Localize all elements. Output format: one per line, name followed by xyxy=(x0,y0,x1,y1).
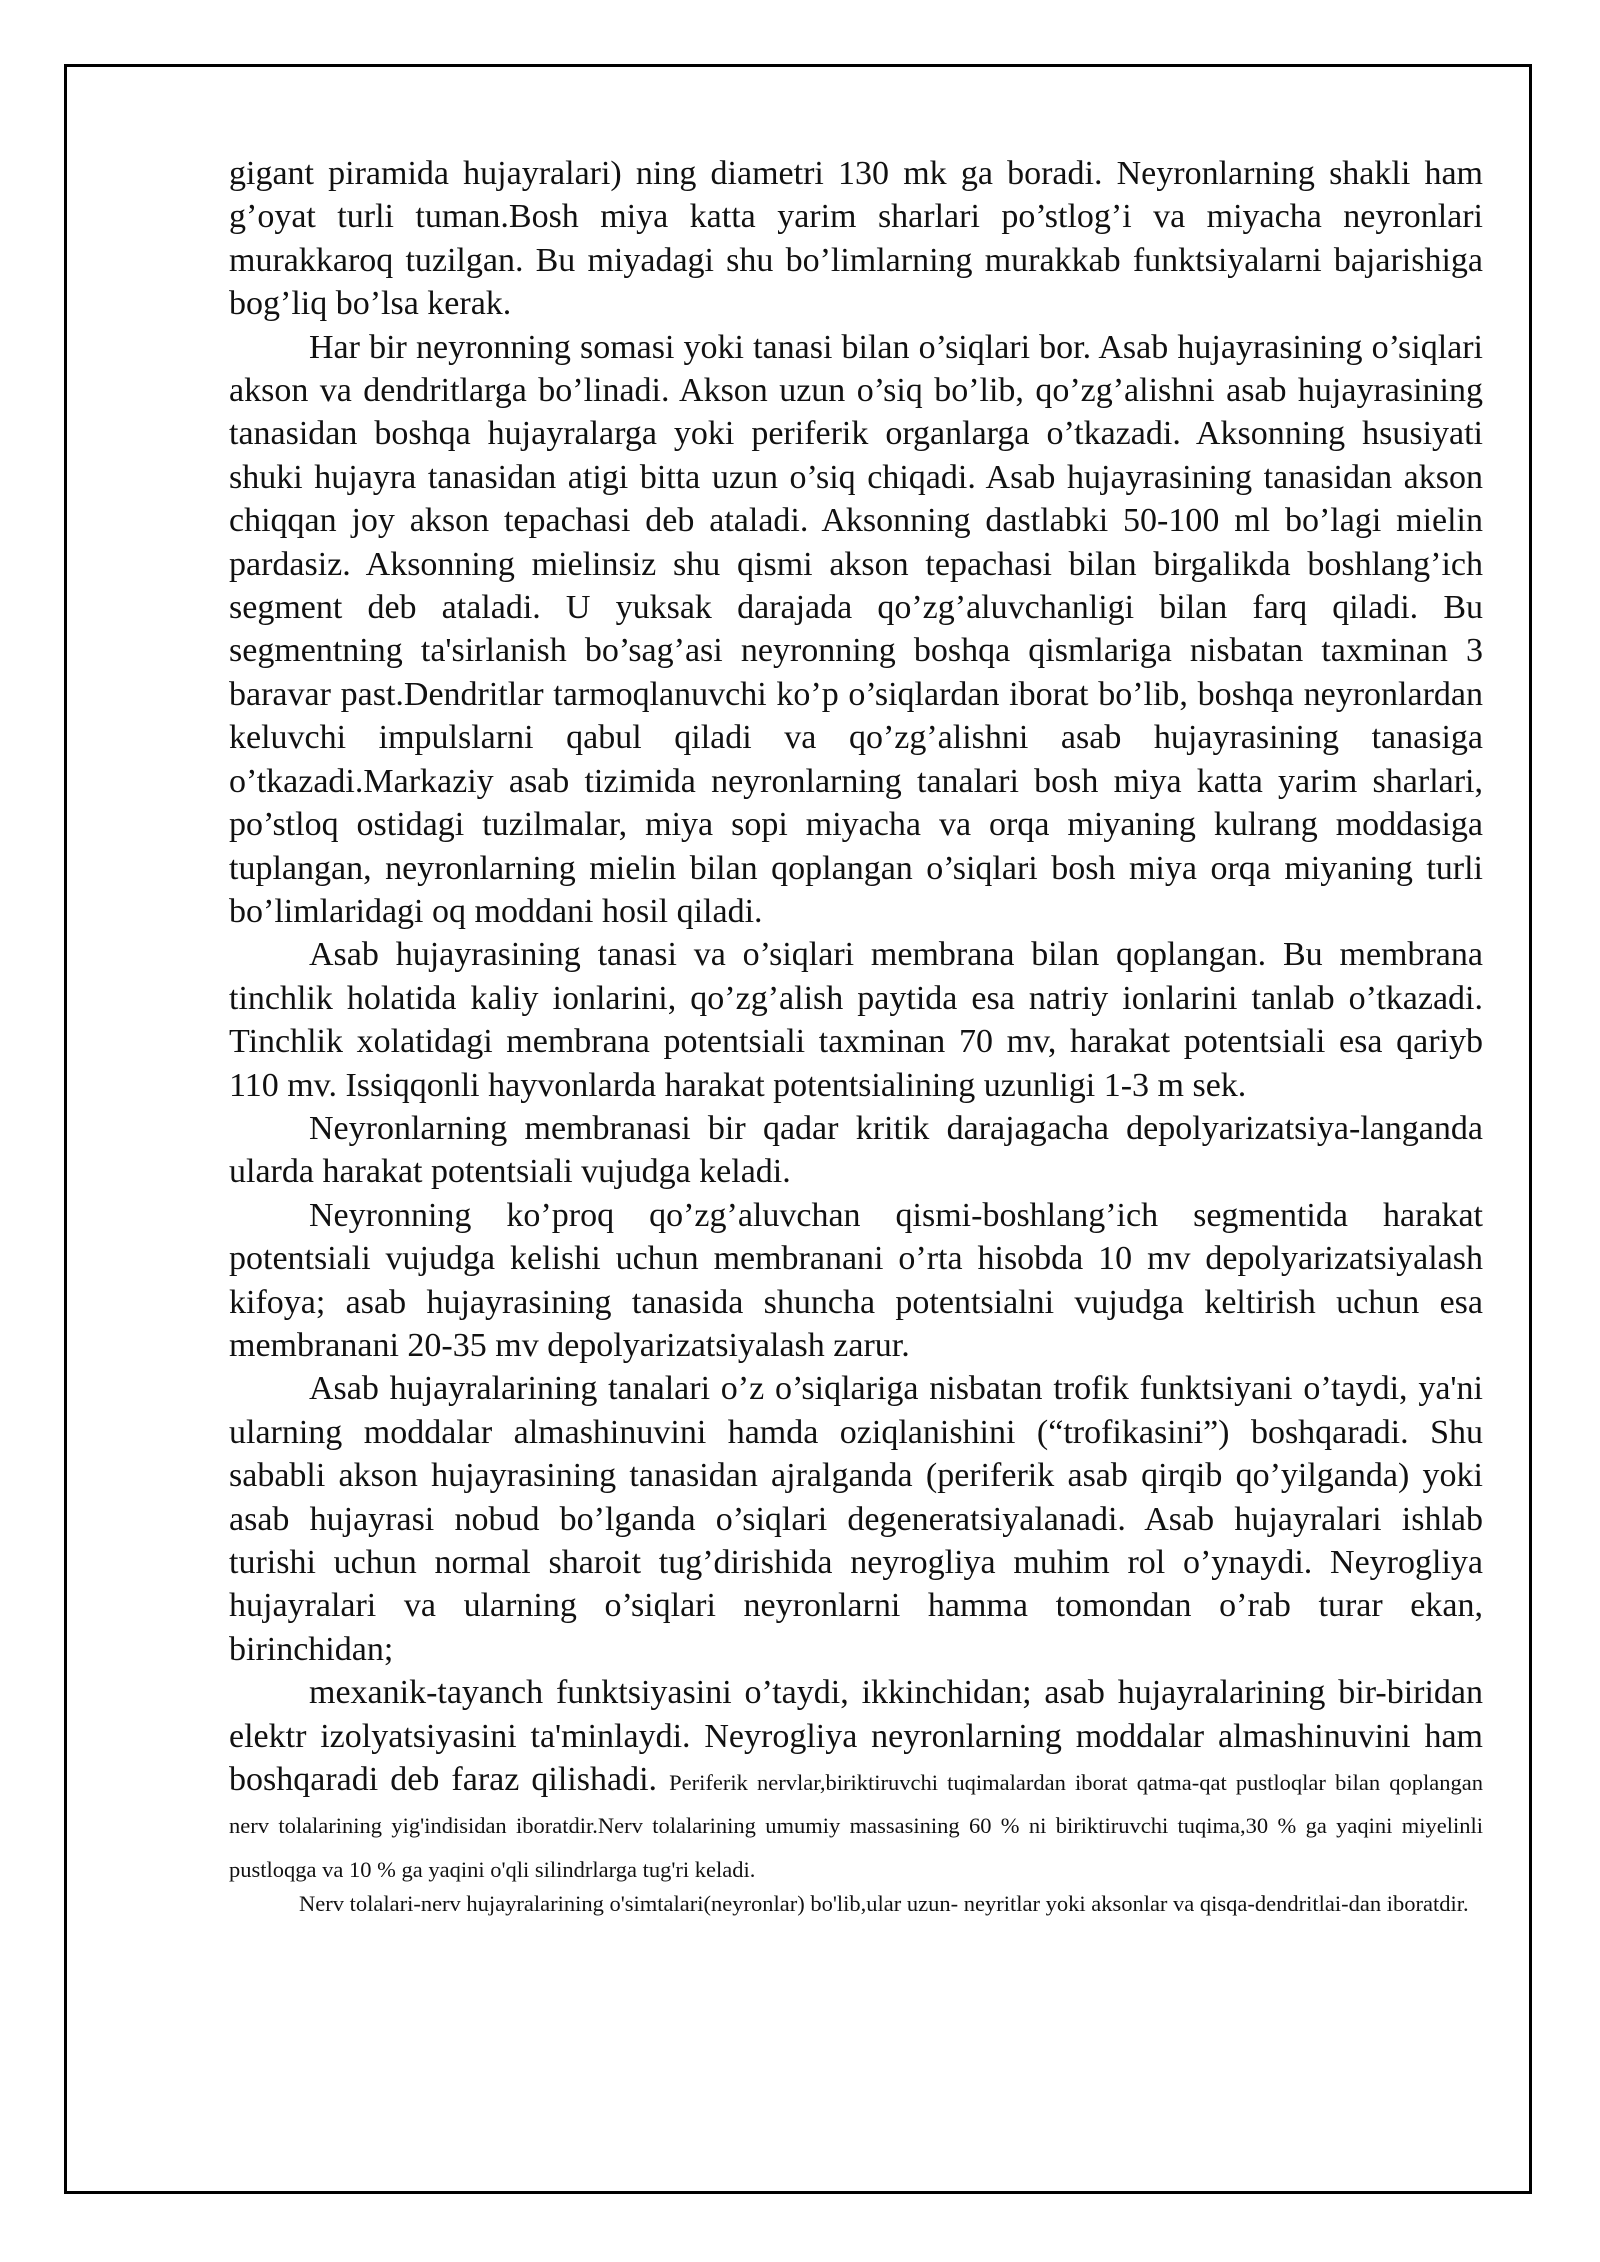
paragraph-8: Nerv tolalari-nerv hujayralarining o'simtalari(neyronlar) bo'lib,ular uzun- neyritlar yoki aksonlar va qisqa-dendritlai-dan iboratdir. xyxy=(299,1891,1469,1917)
paragraph-6: Asab hujayralarining tanalari o’z o’siqlariga nisbatan trofik funktsiyani o’taydi, ya'ni ularning moddalar almashinuvini hamda oziqlanishini (“trofikasini”) boshqaradi. Shu sababli akson hujayrasining tanasidan ajralganda (periferik asab qirqib qo’yilganda) yoki asab hujayrasi nobud bo’lganda o’siqlari degeneratsiyalanadi. Asab hujayralari ishlab turishi uchun normal sharoit tug’dirishida neyrogliya muhim rol o’ynaydi. Neyrogliya hujayralari va ularning o’siqlari neyronlarni hamma tomondan o’rab turar ekan, birinchidan; xyxy=(229,1370,1483,1668)
paragraph-7 xyxy=(229,1671,1483,1888)
document-body xyxy=(229,152,1483,1919)
paragraph-3: Asab hujayrasining tanasi va o’siqlari membrana bilan qoplangan. Bu membrana tinchlik holatida kaliy ionlarini, qo’zg’alish paytida esa natriy ionlarini tanlab o’tkazadi. Tinchlik xolatidagi membrana potentsiali taxminan 70 mv, harakat potentsiali esa qariyb 110 mv. Issiqqonli hayvonlarda harakat potentsialining uzunligi 1-3 m sek. xyxy=(229,936,1483,1104)
paragraph-4: Neyronlarning membranasi bir qadar kritik darajagacha depolyarizatsiya-langanda ularda harakat potentsiali vujudga keladi. xyxy=(229,1109,1483,1191)
paragraph-7-main-text: mexanik-tayanch funktsiyasini o’taydi, ikkinchidan; asab hujayralarining bir-biridan elektr izolyatsiyasini ta'minlaydi. Neyrogliya neyronlarning moddalar almashinuvini ham boshqaradi deb faraz qilishadi. xyxy=(229,1674,1483,1799)
paragraph-5: Neyronning ko’proq qo’zg’aluvchan qismi-boshlang’ich segmentida harakat potentsiali vujudga kelishi uchun membranani o’rta hisobda 10 mv depolyarizatsiyalash kifoya; asab hujayrasining tanasida shuncha potentsialni vujudga keltirish uchun esa membranani 20-35 mv depolyarizatsiyalash zarur. xyxy=(229,1196,1483,1364)
paragraph-2: Har bir neyronning somasi yoki tanasi bilan o’siqlari bor. Asab hujayrasining o’siqlari akson va dendritlarga bo’linadi. Akson uzun o’siq bo’lib, qo’zg’alishni asab hujayrasining tanasidan boshqa hujayralarga yoki periferik organlarga o’tkazadi. Aksonning hsusiyati shuki hujayra tanasidan atigi bitta uzun o’siq chiqadi. Asab hujayrasining tanasidan akson chiqqan joy akson tepachasi deb ataladi. Aksonning dastlabki 50-100 ml bo’lagi mielin pardasiz. Aksonning mielinsiz shu qismi akson tepachasi bilan birgalikda boshlang’ich segment deb ataladi. U yuksak darajada qo’zg’aluvchanligi bilan farq qiladi. Bu segmentning ta'sirlanish bo’sag’asi neyronning boshqa qismlariga nisbatan taxminan 3 baravar past.Dendritlar tarmoqlanuvchi ko’p o’siqlardan iborat bo’lib, boshqa neyronlardan keluvchi impulslarni qabul qiladi va qo’zg’alishni asab hujayrasining tanasiga o’tkazadi.Markaziy asab tizimida neyronlarning tanalari bosh miya katta yarim sharlari, po’stloq ostidagi tuzilmalar, miya sopi miyacha va orqa miyaning kulrang moddasiga tuplangan, neyronlarning mielin bilan qoplangan o’siqlari bosh miya orqa miyaning turli bo’limlaridagi oq moddani hosil qiladi. xyxy=(229,328,1483,930)
paragraph-7-small-text: Periferik nervlar,biriktiruvchi tuqimalardan iborat qatma-qat pustloqlar bilan qoplangan nerv tolalarining yig'indisidan iboratdir.Nerv tolalarining umumiy massasining 60 % ni biriktiruvchi tuqima,30 % ga yaqini miyelinli pustloqga va 10 % ga yaqini o'qli silindrlarga tug'ri keladi. xyxy=(229,1770,1483,1882)
paragraph-1: gigant piramida hujayralari) ning diametri 130 mk ga boradi. Neyronlarning shakli ham g’oyat turli tuman.Bosh miya katta yarim sharlari po’stlog’i va miyacha neyronlari murakkaroq tuzilgan. Bu miyadagi shu bo’limlarning murakkab funktsiyalarni bajarishiga bog’liq bo’lsa kerak. xyxy=(229,155,1483,323)
